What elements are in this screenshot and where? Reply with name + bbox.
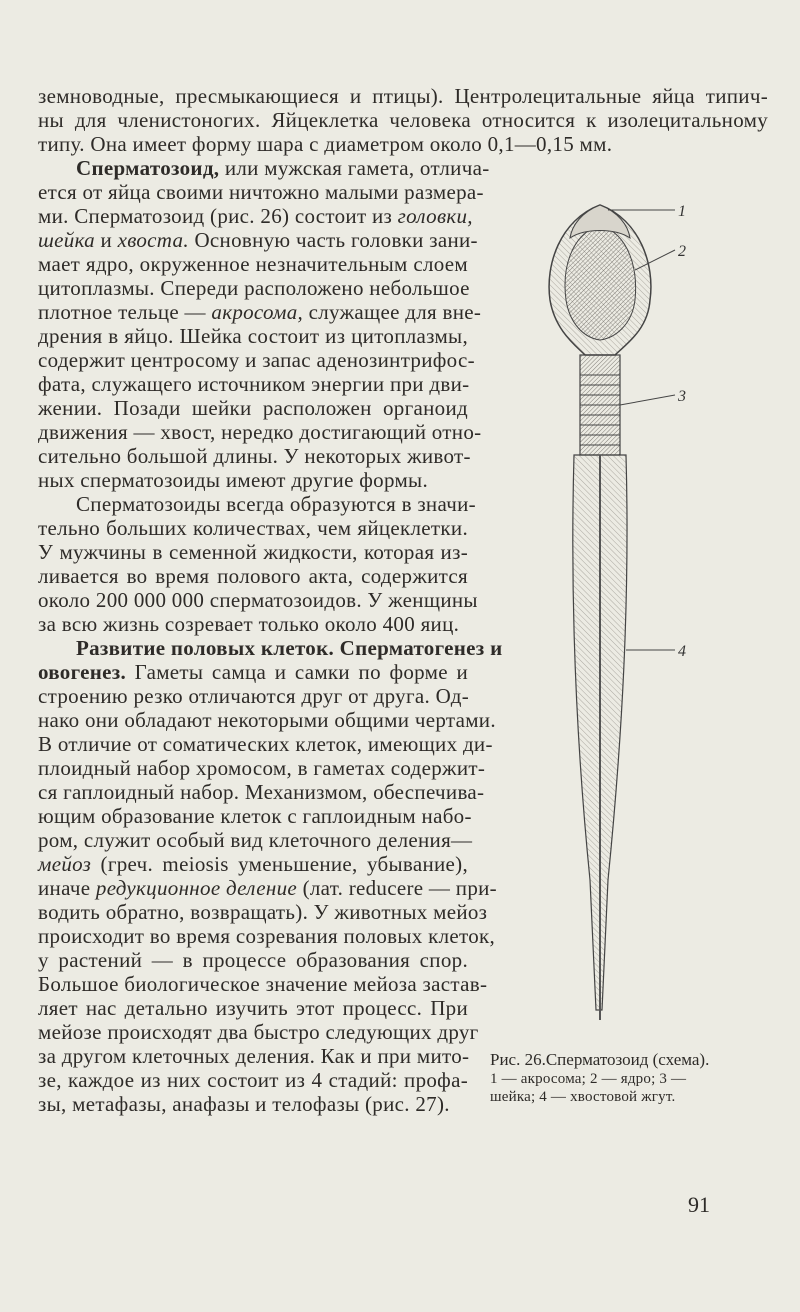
label-3: 3 (678, 388, 686, 405)
label-1: 1 (678, 203, 686, 220)
text-line: водить обратно, возвращать). У животных мейоз (38, 900, 488, 924)
text-fragment: и (94, 228, 118, 252)
text-line: происходит во время созревания половых клеток, (38, 924, 496, 948)
spermatozoid-figure (490, 180, 730, 1050)
text-line (38, 300, 482, 324)
text-line (38, 876, 497, 900)
text-line: Большое биологическое значение мейоза застав- (38, 972, 488, 996)
text-fragment: служащее для вне- (303, 300, 482, 324)
text-fragment: плотное тельце — (38, 300, 212, 324)
text-line: мает ядро, окруженное незначительным слоем (38, 252, 468, 276)
section-heading: Развитие половых клеток. Сперматогенез и (76, 636, 503, 660)
text-fragment: Гаметы самца и самки по форме и (126, 660, 468, 684)
text-line: ся гаплоидный набор. Механизмом, обеспечива- (38, 780, 485, 804)
italic-term: акросома, (211, 300, 304, 324)
text-line: содержит центросому и запас аденозинтрифос- (38, 348, 475, 372)
text-line: за другом клеточных деления. Как и при мито- (38, 1044, 470, 1068)
italic-term: головки, (397, 204, 473, 228)
text-line: В отличие от соматических клеток, имеющих ди- (38, 732, 493, 756)
text-line: около 200 000 000 сперматозоидов. У женщины (38, 588, 478, 612)
text-line: ется от яйца своими ничтожно малыми размера- (38, 180, 484, 204)
label-2: 2 (678, 243, 686, 260)
text-line: цитоплазмы. Спереди расположено небольшое (38, 276, 470, 300)
text-line: движения — хвост, нередко достигающий отно- (38, 420, 482, 444)
text-line: тельно больших количествах, чем яйцеклетки. (38, 516, 468, 540)
text-line: фата, служащего источником энергии при дви- (38, 372, 470, 396)
text-line (76, 156, 490, 180)
text-fragment: Основную часть головки зани- (188, 228, 478, 252)
label-4: 4 (678, 643, 686, 660)
text-line: Сперматозоиды всегда образуются в значи- (76, 492, 476, 516)
caption-line: 1 — акросома; 2 — ядро; 3 — (490, 1071, 687, 1087)
text-line (38, 852, 468, 876)
text-line: зы, метафазы, анафазы и телофазы (рис. 27). (38, 1092, 450, 1116)
text-line: ливается во время полового акта, содержится (38, 564, 468, 588)
text-fragment: иначе (38, 876, 96, 900)
text-fragment: ми. Сперматозоид (рис. 26) состоит из (38, 204, 398, 228)
figure-caption (490, 1050, 740, 1106)
text-line: у растений — в процессе образования спор. (38, 948, 468, 972)
text-line: ляет нас детально изучить этот процесс. При (38, 996, 468, 1020)
text-line: ны для членистоногих. Яйцеклетка человека относится к изолецитальному (38, 108, 768, 132)
italic-term: редукционное деление (95, 876, 298, 900)
text-line: ющим образование клеток с гаплоидным набо- (38, 804, 472, 828)
text-line: плоидный набор хромосом, в гаметах содержит- (38, 756, 486, 780)
italic-term: мейоз (38, 852, 92, 876)
text-line (38, 204, 473, 228)
text-line: типу. Она имеет форму шара с диаметром около 0,1—0,15 мм. (38, 132, 613, 156)
text-line: зе, каждое из них состоит из 4 стадий: профа- (38, 1068, 468, 1092)
caption-title: Рис. 26.Сперматозоид (схема). (490, 1050, 710, 1069)
italic-term: хвоста. (117, 228, 189, 252)
term-spermatozoid: Сперматозоид, (76, 156, 220, 180)
text-line: за всю жизнь созревает только около 400 яиц. (38, 612, 460, 636)
text-line: земноводные, пресмыкающиеся и птицы). Центролецитальные яйца типич- (38, 84, 768, 108)
text-fragment: (лат. reducere — при- (297, 876, 497, 900)
page-number: 91 (688, 1192, 710, 1217)
text-line: жении. Позади шейки расположен органоид (38, 396, 468, 420)
section-heading-cont: овогенез. (38, 660, 127, 684)
text-line: дрения в яйцо. Шейка состоит из цитоплазмы, (38, 324, 468, 348)
text-fragment: или мужская гамета, отлича- (219, 156, 490, 180)
text-line: строению резко отличаются друг от друга. Од- (38, 684, 470, 708)
text-line: мейозе происходят два быстро следующих друг (38, 1020, 479, 1044)
text-line: сительно большой длины. У некоторых живот- (38, 444, 471, 468)
caption-line: шейка; 4 — хвостовой жгут. (490, 1089, 676, 1105)
text-line: ром, служит особый вид клеточного деления— (38, 828, 473, 852)
text-line (38, 660, 468, 684)
text-fragment: (греч. meiosis уменьшение, убывание), (91, 852, 468, 876)
text-line: нако они обладают некоторыми общими чертами. (38, 708, 496, 732)
text-line: ных сперматозоиды имеют другие формы. (38, 468, 428, 492)
italic-term: шейка (38, 228, 95, 252)
text-line: У мужчины в семенной жидкости, которая из- (38, 540, 468, 564)
text-line (38, 228, 478, 252)
